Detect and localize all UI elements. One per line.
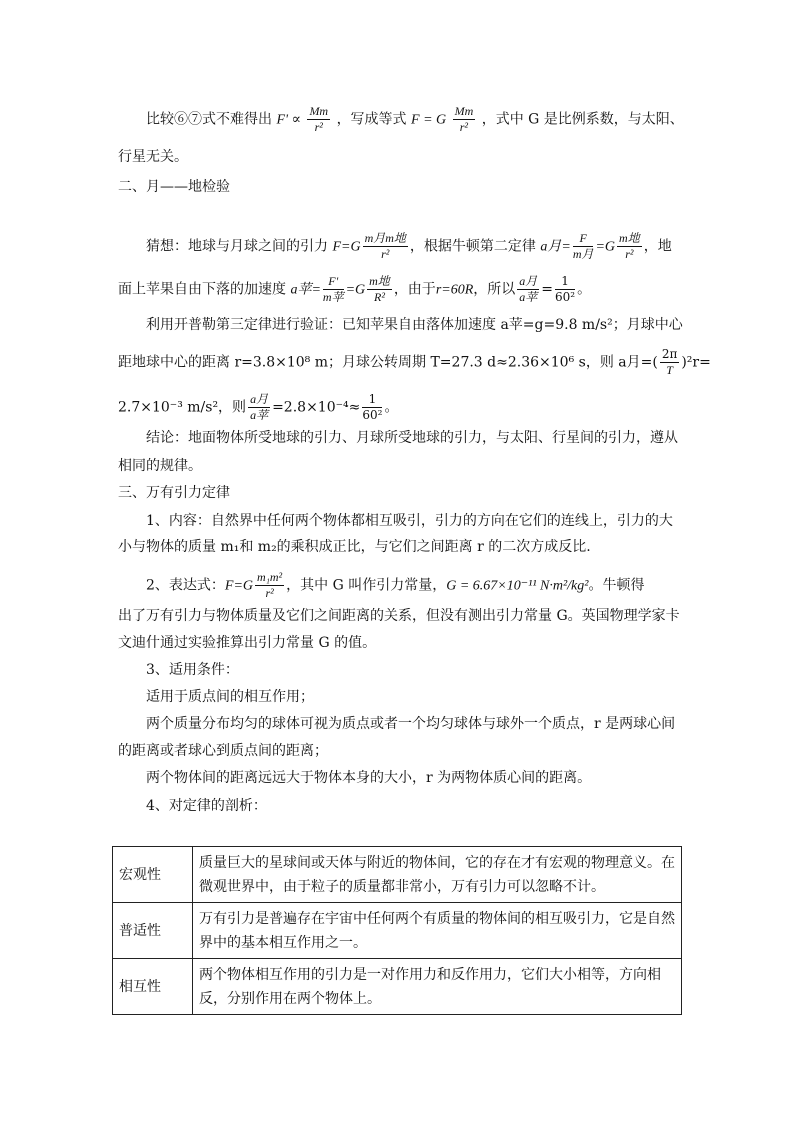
para-guess [146, 231, 672, 262]
text: 猜想：地球与月球之间的引力 [146, 238, 328, 255]
table-cell-key: 宏观性 [113, 847, 193, 903]
section-title-moon-earth: 二、月——地检验 [118, 179, 230, 195]
para-verify-line3 [118, 392, 398, 423]
denominator: m苹 [322, 290, 344, 304]
table-cell-value: 万有引力是普遍存在宇宙中任何两个有质量的物体间的相互吸引力，它是自然界中的基本相互作用之一。 [193, 903, 682, 959]
condition-2-cont: 的距离或者球心到质点间的距离； [118, 743, 328, 759]
para-verify-line2 [118, 347, 711, 378]
para-compare [146, 104, 684, 135]
equals: =G [595, 239, 616, 255]
denominator: r² [381, 247, 390, 261]
text: ，所以 [473, 281, 516, 298]
equals: =G [345, 282, 366, 298]
numerator: F' [323, 274, 344, 290]
para-content-line2: 小与物体的质量 m₁和 m₂的乘积成正比，与它们之间距离 r 的二次方成反比. [118, 539, 591, 555]
table-row [113, 959, 682, 1015]
para-content: 1、内容：自然界中任何两个物体都相互吸引，引力的方向在它们的连线上，引力的大 [146, 513, 673, 529]
numerator: Mm [454, 104, 474, 118]
table-cell-key: 普适性 [113, 903, 193, 959]
text: 。牛顿得 [588, 577, 645, 594]
denominator: r² [265, 586, 274, 600]
relation: r=60R [435, 282, 474, 298]
denominator: a苹 [250, 408, 269, 422]
para-expression-line2: 出了万有引力与物体质量及它们之间距离的关系，但没有测出引力常量 G。英国物理学家卡 [118, 608, 680, 624]
formula-lhs: F=G [224, 578, 254, 594]
text: ，根据牛顿第二定律 [409, 238, 536, 255]
formula-lhs: F=G [332, 239, 361, 255]
table-cell-value: 两个物体相互作用的引力是一对作用力和反作用力，它们大小相等，方向相反，分别作用在两个物体上。 [193, 959, 682, 1015]
numerator: 2π [661, 347, 678, 361]
fraction [617, 231, 642, 262]
text: ，由于 [393, 281, 436, 298]
gravitational-constant: G = 6.67×10⁻¹¹ N·m²/kg² [446, 578, 589, 594]
text: 。 [577, 281, 592, 298]
text: 2.7×10⁻³ m/s²，则 [118, 399, 247, 416]
text: 2、表达式： [146, 577, 225, 594]
analysis-title: 4、对定律的剖析： [146, 798, 267, 814]
numerator: m₁m² [257, 570, 283, 584]
fraction [323, 274, 344, 305]
para-verify: 利用开普勒第三定律进行验证：已知苹果自由落体加速度 a苹=g=9.8 m/s²；月球中心 [146, 317, 683, 333]
conditions-title: 3、适用条件： [146, 662, 239, 678]
table-row [113, 903, 682, 959]
numerator: a月 [519, 274, 538, 288]
para-expression-line3: 文迪什通过实验推算出引力常量 G 的值。 [118, 635, 377, 651]
denominator: m月 [572, 247, 594, 261]
text: 。 [384, 399, 399, 416]
section-title-gravitation: 三、万有引力定律 [118, 485, 230, 501]
denominator: 60² [362, 408, 383, 422]
formula-lhs: F = G [411, 112, 447, 128]
denominator: T [666, 363, 673, 377]
numerator: 1 [555, 274, 575, 290]
fraction [363, 231, 408, 262]
fraction [307, 104, 330, 135]
equals: = [541, 281, 554, 298]
table-cell-key: 相互性 [113, 959, 193, 1015]
law-analysis-table [112, 846, 682, 1015]
fraction [362, 392, 382, 423]
text: 比较⑥⑦式不难得出 [146, 111, 272, 128]
fraction [555, 274, 575, 305]
table-cell-value: 质量巨大的星球间或天体与附近的物体间，它的存在才有宏观的物理意义。在微观世界中，由于粒子的质量都非常小，万有引力可以忽略不计。 [193, 847, 682, 903]
fraction [660, 347, 680, 378]
condition-1: 适用于质点间的相互作用； [146, 689, 314, 705]
para-conclusion: 结论：地面物体所受地球的引力、月球所受地球的引力，与太阳、行星间的引力，遵从 [146, 430, 678, 446]
numerator: Mm [309, 104, 329, 118]
text: )²r= [681, 354, 711, 371]
text: =2.8×10⁻⁴≈ [272, 399, 361, 416]
text: ，写成等式 [336, 111, 407, 128]
text: 距地球中心的距离 r=3.8×10⁸ m；月球公转周期 T=27.3 d≈2.36×10⁶ s，则 a月=( [118, 354, 658, 371]
text: ，地 [643, 238, 672, 255]
para-expression [146, 570, 644, 601]
fraction [453, 104, 476, 135]
numerator: m地 [369, 274, 390, 288]
denominator: 60² [555, 290, 576, 304]
denominator: r² [459, 120, 469, 134]
numerator: m月m地 [364, 231, 406, 245]
fraction [367, 274, 392, 305]
denominator: R² [374, 290, 385, 304]
fraction [517, 274, 539, 305]
condition-2: 两个质量分布均匀的球体可视为质点或者一个均匀球体与球外一个质点，r 是两球心间 [146, 716, 676, 732]
para-guess-line2 [118, 274, 591, 305]
condition-3: 两个物体间的距离远远大于物体本身的大小，r 为两物体质心间的距离。 [146, 770, 592, 786]
fraction [248, 392, 270, 423]
table-row [113, 847, 682, 903]
para-conclusion-line2: 相同的规律。 [118, 458, 202, 474]
fraction [255, 570, 284, 601]
formula-lhs: F' ∝ [276, 112, 301, 128]
text: 面上苹果自由下落的加速度 [118, 281, 286, 298]
denominator: r² [314, 120, 323, 134]
numerator: F [573, 231, 594, 247]
para-compare-cont: 行星无关。 [118, 149, 188, 165]
formula-lhs: a月= [540, 239, 571, 255]
fraction [573, 231, 594, 262]
text: ，式中 G 是比例系数，与太阳、 [481, 111, 684, 128]
numerator: m地 [619, 231, 640, 245]
numerator: 1 [362, 392, 382, 408]
numerator: a月 [250, 392, 269, 406]
denominator: r² [625, 247, 634, 261]
text: ，其中 G 叫作引力常量， [286, 577, 447, 594]
formula-lhs: a苹= [290, 282, 321, 298]
denominator: a苹 [519, 290, 538, 304]
